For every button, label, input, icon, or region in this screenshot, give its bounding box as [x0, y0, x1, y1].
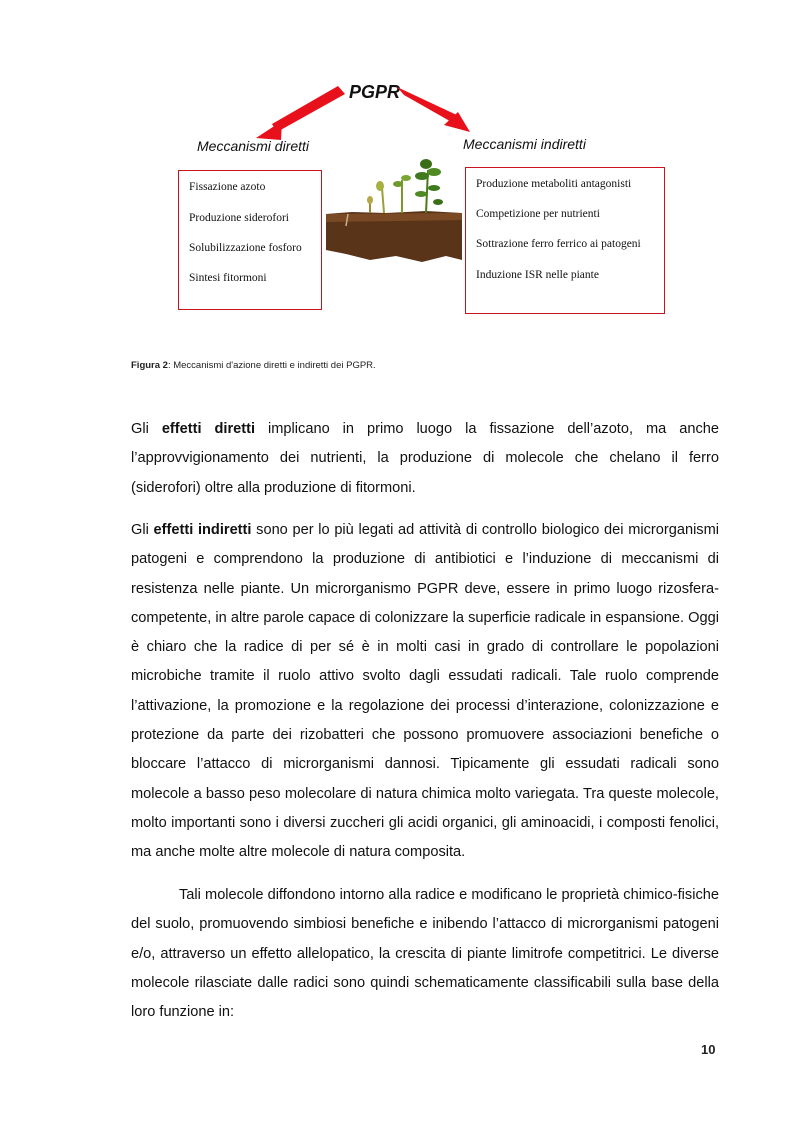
- caption-text: : Meccanismi d'azione diretti e indiretti dei PGPR.: [167, 360, 376, 371]
- direct-item: Fissazione azoto: [189, 181, 266, 193]
- indirect-item: Competizione per nutrienti: [476, 208, 600, 220]
- arrow-right-icon: [397, 87, 470, 132]
- paragraph-indirect-effects: [131, 516, 719, 868]
- plant-growth-illustration: [326, 150, 462, 280]
- page-number: 10: [701, 1042, 716, 1057]
- direct-mechanisms-box: [178, 170, 322, 310]
- figure-title: PGPR: [349, 82, 401, 102]
- para-text: Gli: [131, 522, 154, 538]
- direct-item: Produzione siderofori: [189, 212, 289, 224]
- paragraph-direct-effects: [131, 415, 719, 503]
- para-bold-term: effetti indiretti: [153, 522, 252, 538]
- indirect-item: Induzione ISR nelle piante: [476, 269, 599, 281]
- indirect-mechanisms-box: [465, 167, 665, 314]
- figure-caption: [131, 360, 376, 371]
- para-bold-term: effetti diretti: [161, 421, 256, 437]
- indirect-mechanisms-label: Meccanismi indiretti: [463, 136, 586, 152]
- direct-item: Solubilizzazione fosforo: [189, 242, 302, 254]
- caption-label: Figura 2: [131, 360, 168, 371]
- para-text: implicano in primo luogo la fissazione dell’azoto, ma anche l’approvvigionamento dei nutrienti, la produzione di molecole che chelano il ferro (siderofori) oltre alla produzione di fitormoni.: [131, 421, 720, 496]
- indirect-item: Sottrazione ferro ferrico ai patogeni: [476, 238, 641, 250]
- arrow-left-icon: [256, 86, 345, 140]
- para-text: sono per lo più legati ad attività di controllo biologico dei microrganismi patogeni e comprendono la produzione di antibiotici e l’induzione di meccanismi di resistenza nelle piante. Un microrganismo PGPR deve, essere in primo luogo rizosfera-competente, in altre parole capace di colonizzare la superficie radicale in espansione. Oggi è chiaro che la radice di per sé è in molti casi in grado di controllare le popolazioni microbiche tramite il ruolo attivo svolto dagli essudati radicali. Tale ruolo comprende l’attivazione, la promozione e la regolazione dei processi d’interazione, colonizzazione e protezione da parte dei rizobatteri che possono promuovere associazioni benefiche o bloccare l’attacco di microrganismi dannosi. Tipicamente gli essudati radicali sono molecole a basso peso molecolare di natura chimica molto variegata. Tra queste molecole, molto importanti sono i diversi zuccheri gli acidi organici, gli aminoacidi, i composti fenolici, ma anche molte altre molecole di natura composita.: [131, 522, 720, 861]
- direct-mechanisms-label: Meccanismi diretti: [197, 138, 310, 154]
- indirect-item: Produzione metaboliti antagonisti: [476, 178, 632, 190]
- para-text: Gli: [131, 421, 162, 437]
- paragraph-molecules: Tali molecole diffondono intorno alla radice e modificano le proprietà chimico-fisiche del suolo, promuovendo simbiosi benefiche e inibendo l’attacco di microrganismi patogeni e/o, attraverso un effetto allelopatico, la crescita di piante limitrofe competitrici. Le diverse molecole rilasciate dalle radici sono quindi schematicamente classificabili sulla base della loro funzione in:: [131, 887, 719, 1021]
- direct-item: Sintesi fitormoni: [189, 272, 267, 284]
